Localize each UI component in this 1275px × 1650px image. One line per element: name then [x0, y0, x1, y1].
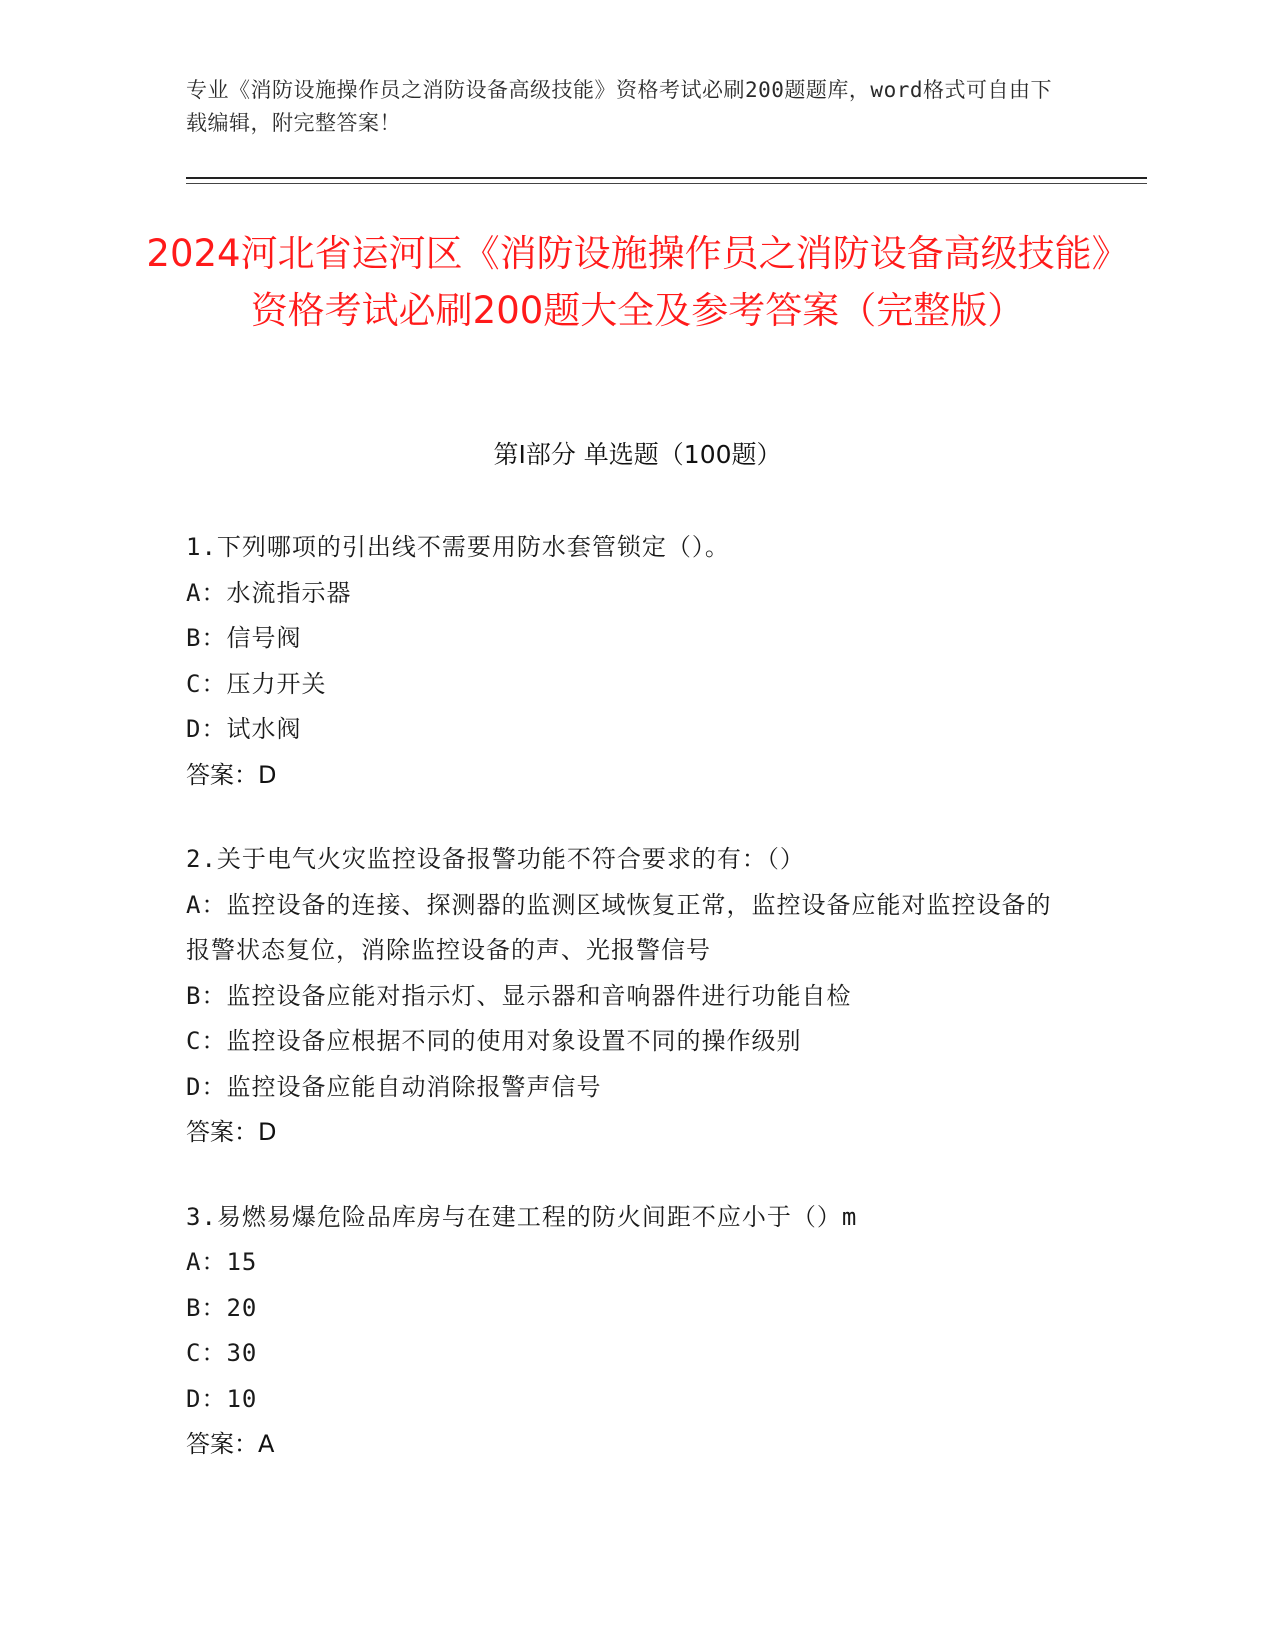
option-b: B：20	[186, 1293, 258, 1322]
answer: 答案：A	[186, 1430, 275, 1458]
header-divider-thick	[186, 177, 1147, 179]
answer: 答案：D	[186, 760, 277, 789]
question-stem: 1.下列哪项的引出线不需要用防水套管锁定（）。	[186, 533, 730, 561]
question-3	[186, 1195, 1066, 1468]
option-c: C：30	[186, 1339, 258, 1367]
option-a: A：15	[186, 1248, 258, 1276]
option-c: C：监控设备应根据不同的使用对象设置不同的操作级别	[186, 1027, 802, 1055]
answer: 答案：D	[186, 1118, 277, 1146]
option-a: A：监控设备的连接、探测器的监测区域恢复正常，监控设备应能对监控设备的报警状态复位，消除监控设备的声、光报警信号	[186, 890, 1052, 964]
question-2	[186, 837, 1066, 1156]
question-stem: 3.易燃易爆危险品库房与在建工程的防火间距不应小于（）m	[186, 1202, 858, 1231]
option-d: D：10	[186, 1384, 258, 1413]
option-b: B：信号阀	[186, 624, 302, 652]
document-title: 2024河北省运河区《消防设施操作员之消防设备高级技能》资格考试必刷200题大全及参考答案（完整版）	[146, 232, 1129, 332]
option-d: D：监控设备应能自动消除报警声信号	[186, 1072, 602, 1101]
section-title: 第Ⅰ部分 单选题（100题）	[493, 440, 782, 469]
question-stem: 2.关于电气火灾监控设备报警功能不符合要求的有：（）	[186, 845, 805, 873]
option-c: C：压力开关	[186, 669, 327, 698]
option-d: D：试水阀	[186, 715, 302, 743]
question-list	[186, 525, 1066, 1507]
header-divider-thin	[186, 183, 1147, 184]
question-1	[186, 525, 1066, 798]
option-a: A：水流指示器	[186, 578, 352, 607]
header-note: 专业《消防设施操作员之消防设备高级技能》资格考试必刷200题题库，word格式可自由下载编辑，附完整答案！	[186, 78, 1052, 135]
option-b: B：监控设备应能对指示灯、显示器和音响器件进行功能自检	[186, 981, 852, 1010]
